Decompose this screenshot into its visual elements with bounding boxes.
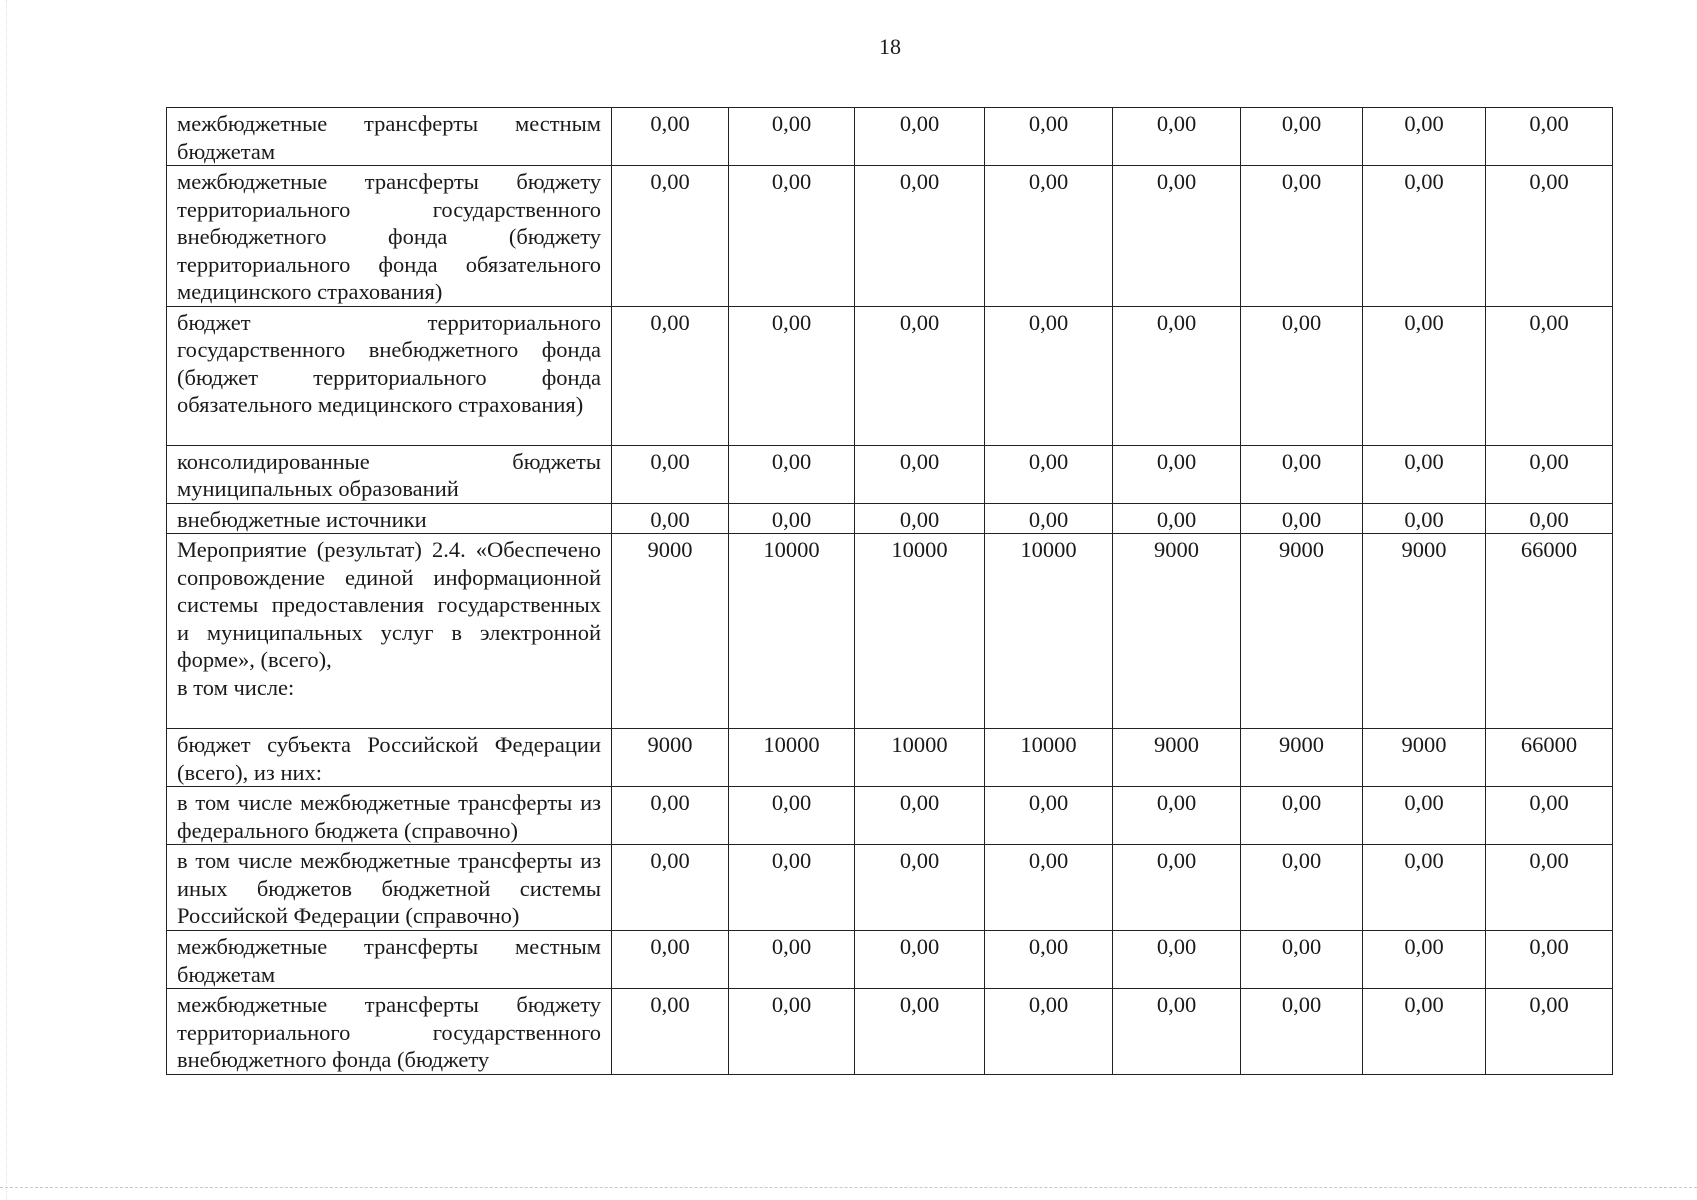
value-cell: 0,00	[1363, 503, 1486, 534]
value-cell: 0,00	[1486, 166, 1613, 307]
value-cell: 0,00	[1113, 306, 1241, 445]
row-label: межбюджетные трансферты местным бюджетам	[167, 108, 612, 166]
value-cell: 0,00	[1486, 108, 1613, 166]
value-cell: 0,00	[729, 445, 855, 503]
row-label: Мероприятие (результат) 2.4. «Обеспечено сопровождение единой информационной системы предоставления государственных и муниципальных услуг в электронной форме», (всего), в том числе:	[167, 534, 612, 729]
table-row	[167, 445, 1613, 503]
value-cell: 10000	[855, 729, 985, 787]
row-label: консолидированные бюджеты муниципальных образований	[167, 445, 612, 503]
value-cell: 10000	[985, 534, 1113, 729]
value-cell: 0,00	[1363, 306, 1486, 445]
value-cell: 0,00	[1113, 108, 1241, 166]
value-cell: 0,00	[612, 503, 729, 534]
value-cell: 9000	[1363, 534, 1486, 729]
value-cell: 0,00	[1486, 787, 1613, 845]
table-row	[167, 787, 1613, 845]
value-cell: 0,00	[1486, 503, 1613, 534]
value-cell: 0,00	[1486, 989, 1613, 1075]
table-row	[167, 729, 1613, 787]
value-cell: 66000	[1486, 534, 1613, 729]
table-row	[167, 989, 1613, 1075]
value-cell: 0,00	[1241, 306, 1363, 445]
value-cell: 0,00	[729, 503, 855, 534]
table-row	[167, 503, 1613, 534]
value-cell: 0,00	[612, 931, 729, 989]
value-cell: 9000	[612, 729, 729, 787]
value-cell: 10000	[729, 729, 855, 787]
value-cell: 0,00	[855, 306, 985, 445]
value-cell: 10000	[985, 729, 1113, 787]
value-cell: 0,00	[985, 989, 1113, 1075]
value-cell: 0,00	[729, 306, 855, 445]
value-cell: 9000	[1363, 729, 1486, 787]
row-label: внебюджетные источники	[167, 503, 612, 534]
value-cell: 0,00	[985, 931, 1113, 989]
value-cell: 9000	[1241, 729, 1363, 787]
value-cell: 0,00	[1363, 931, 1486, 989]
table-row	[167, 306, 1613, 445]
value-cell: 9000	[1113, 729, 1241, 787]
value-cell: 0,00	[855, 845, 985, 931]
value-cell: 0,00	[855, 989, 985, 1075]
value-cell: 0,00	[985, 166, 1113, 307]
value-cell: 0,00	[1241, 989, 1363, 1075]
value-cell: 0,00	[729, 166, 855, 307]
table-body	[167, 108, 1613, 1075]
page-number: 18	[879, 34, 901, 59]
value-cell: 0,00	[985, 787, 1113, 845]
value-cell: 0,00	[855, 931, 985, 989]
value-cell: 0,00	[855, 108, 985, 166]
value-cell: 0,00	[612, 845, 729, 931]
row-label: бюджет территориального государственного внебюджетного фонда (бюджет территориального фонда обязательного медицинского страхования)	[167, 306, 612, 445]
value-cell: 0,00	[1486, 445, 1613, 503]
value-cell: 9000	[612, 534, 729, 729]
value-cell: 0,00	[1241, 787, 1363, 845]
value-cell: 0,00	[612, 445, 729, 503]
table-row	[167, 534, 1613, 729]
value-cell: 0,00	[729, 787, 855, 845]
value-cell: 0,00	[612, 787, 729, 845]
value-cell: 0,00	[612, 166, 729, 307]
value-cell: 0,00	[1486, 931, 1613, 989]
value-cell: 0,00	[1113, 445, 1241, 503]
value-cell: 0,00	[1113, 503, 1241, 534]
value-cell: 0,00	[985, 503, 1113, 534]
value-cell: 0,00	[985, 845, 1113, 931]
value-cell: 0,00	[612, 989, 729, 1075]
value-cell: 0,00	[985, 108, 1113, 166]
value-cell: 0,00	[985, 445, 1113, 503]
value-cell: 10000	[729, 534, 855, 729]
value-cell: 0,00	[855, 166, 985, 307]
value-cell: 0,00	[1241, 445, 1363, 503]
value-cell: 0,00	[1241, 931, 1363, 989]
value-cell: 0,00	[985, 306, 1113, 445]
table-row	[167, 845, 1613, 931]
row-label: в том числе межбюджетные трансферты из иных бюджетов бюджетной системы Российской Федерации (справочно)	[167, 845, 612, 931]
value-cell: 0,00	[1486, 845, 1613, 931]
row-label: межбюджетные трансферты бюджету территориального государственного внебюджетного фонда (бюджету территориального фонда обязательного медицинского страхования)	[167, 166, 612, 307]
value-cell: 66000	[1486, 729, 1613, 787]
value-cell: 0,00	[729, 989, 855, 1075]
value-cell: 0,00	[1241, 108, 1363, 166]
value-cell: 0,00	[612, 306, 729, 445]
value-cell: 0,00	[1113, 787, 1241, 845]
value-cell: 0,00	[855, 445, 985, 503]
value-cell: 0,00	[855, 503, 985, 534]
value-cell: 0,00	[1363, 166, 1486, 307]
value-cell: 0,00	[612, 108, 729, 166]
value-cell: 0,00	[729, 931, 855, 989]
row-label: бюджет субъекта Российской Федерации (всего), из них:	[167, 729, 612, 787]
value-cell: 0,00	[1241, 166, 1363, 307]
value-cell: 0,00	[855, 787, 985, 845]
value-cell: 10000	[855, 534, 985, 729]
value-cell: 0,00	[1113, 845, 1241, 931]
scan-edge-bottom	[0, 1187, 1697, 1189]
table-row	[167, 166, 1613, 307]
value-cell: 0,00	[1363, 787, 1486, 845]
value-cell: 0,00	[729, 108, 855, 166]
value-cell: 9000	[1113, 534, 1241, 729]
value-cell: 0,00	[1241, 845, 1363, 931]
value-cell: 0,00	[1363, 989, 1486, 1075]
table-row	[167, 931, 1613, 989]
value-cell: 0,00	[1363, 108, 1486, 166]
value-cell: 0,00	[729, 845, 855, 931]
value-cell: 9000	[1241, 534, 1363, 729]
value-cell: 0,00	[1486, 306, 1613, 445]
value-cell: 0,00	[1363, 845, 1486, 931]
value-cell: 0,00	[1113, 166, 1241, 307]
row-label: межбюджетные трансферты бюджету территориального государственного внебюджетного фонда (бюджету	[167, 989, 612, 1075]
scan-edge	[6, 0, 8, 1200]
value-cell: 0,00	[1241, 503, 1363, 534]
value-cell: 0,00	[1363, 445, 1486, 503]
row-label: в том числе межбюджетные трансферты из федерального бюджета (справочно)	[167, 787, 612, 845]
budget-table	[166, 107, 1613, 1075]
row-label: межбюджетные трансферты местным бюджетам	[167, 931, 612, 989]
value-cell: 0,00	[1113, 989, 1241, 1075]
value-cell: 0,00	[1113, 931, 1241, 989]
table-row	[167, 108, 1613, 166]
